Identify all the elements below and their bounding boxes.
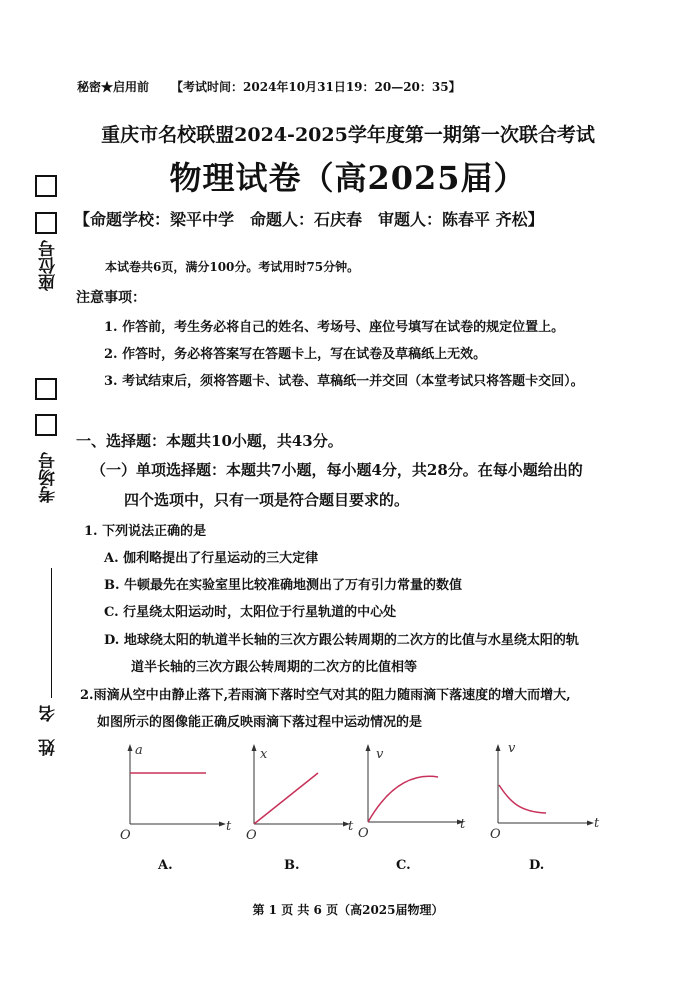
graph-b-x-label: t [348,819,354,834]
seat-box-2[interactable] [35,212,57,234]
graph-d-origin: O [490,827,501,842]
graph-a-y-label: a [135,743,143,758]
notice-item-1: 1. 作答前，考生务必将自己的姓名、考场号、座位号填写在试卷的规定位置上。 [104,320,565,335]
graph-b-origin: O [246,828,257,843]
graph-c [356,742,476,842]
graph-a-origin: O [120,828,131,843]
graph-a-label[interactable]: A. [158,858,173,873]
question-2-stem-line1: 2.雨滴从空中由静止落下,若雨滴下落时空气对其的阻力随雨滴下落速度的增大而增大, [80,688,571,703]
q1-option-c: C. 行星绕太阳运动时，太阳位于行星轨道的中心处 [104,605,397,620]
q1-option-a: A. 伽利略提出了行星运动的三大定律 [104,551,319,566]
exam-intro: 本试卷共6页，满分100分。考试用时75分钟。 [105,260,360,274]
notice-item-3: 3. 考试结束后，须将答题卡、试卷、草稿纸一并交回（本堂考试只将答题卡交回）。 [104,374,584,389]
q1-option-b: B. 牛顿最先在实验室里比较准确地测出了万有引力常量的数值 [104,578,463,593]
graph-d-label[interactable]: D. [529,858,545,873]
room-box-2[interactable] [35,414,57,436]
graph-a-x-label: t [226,819,232,834]
graph-b [242,742,362,842]
seat-label: 座位号 [39,240,59,291]
graph-a [118,742,238,842]
name-label: 姓 名 [39,705,59,756]
notice-item-2: 2. 作答时，务必将答案写在答题卡上，写在试卷及草稿纸上无效。 [104,347,487,362]
confidential-label: 秘密★启用前 [77,80,150,94]
subsection-line1: （一）单项选择题：本题共7小题，每小题4分，共28分。在每小题给出的 [91,461,583,479]
subsection-line2: 四个选项中，只有一项是符合题目要求的。 [124,491,410,509]
graph-d-y-label: v [508,741,516,756]
header-line [77,78,461,95]
graph-c-label[interactable]: C. [396,858,411,873]
exam-title: 物理试卷（高2025届） [169,159,527,197]
question-1-stem: 1. 下列说法正确的是 [84,524,207,539]
graph-c-curve [368,776,438,822]
notice-heading: 注意事项： [76,290,146,306]
graph-b-y-label: x [260,747,268,762]
graph-c-y-label: v [376,747,384,762]
graph-d-curve [499,785,546,813]
exam-time: 【考试时间：2024年10月31日19：20—20：35】 [171,80,461,94]
graph-d-x-label: t [594,816,600,831]
graph-c-origin: O [358,826,369,841]
question-2-stem-line2: 如图所示的图像能正确反映雨滴下落过程中运动情况的是 [97,715,423,730]
section-heading: 一、选择题：本题共10小题，共43分。 [76,432,343,450]
room-box-1[interactable] [35,378,57,400]
graph-c-x-label: t [460,817,466,832]
graph-d [486,742,606,842]
exam-title-line1: 重庆市名校联盟2024-2025学年度第一期第一次联合考试 [101,124,595,146]
page-footer: 第 1 页 共 6 页（高2025届物理） [252,903,444,917]
exam-authors: 【命题学校：梁平中学 命题人：石庆春 审题人：陈春平 齐松】 [74,210,544,229]
q1-option-d: D. 地球绕太阳的轨道半长轴的三次方跟公转周期的二次方的比值与水星绕太阳的轨 [104,633,579,648]
q1-option-d-continued: 道半长轴的三次方跟公转周期的二次方的比值相等 [131,660,418,675]
graph-b-label[interactable]: B. [284,858,300,873]
graph-b-curve [254,773,318,824]
room-label: 考场号 [39,452,59,503]
name-line[interactable] [51,568,52,698]
